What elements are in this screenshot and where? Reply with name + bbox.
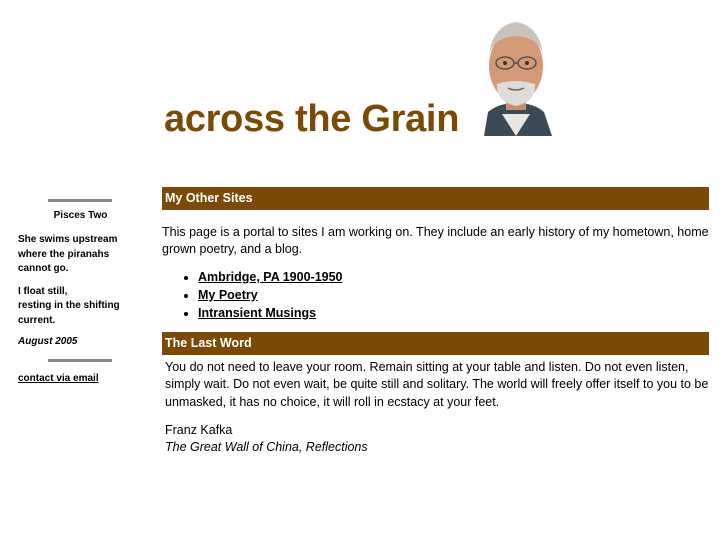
poem-date: August 2005 xyxy=(18,336,78,347)
poem-stanza xyxy=(18,233,143,277)
sidebar-divider-bottom xyxy=(48,359,112,362)
list-item xyxy=(198,268,709,286)
author-portrait xyxy=(470,8,562,136)
contact-email-link[interactable]: contact via email xyxy=(18,373,99,384)
sidebar xyxy=(18,199,143,384)
site-title: across the Grain xyxy=(164,98,460,140)
poem-line: current. xyxy=(18,314,56,326)
main-content xyxy=(162,187,709,457)
link-intransient-musings[interactable]: Intransient Musings xyxy=(198,306,317,320)
sidebar-divider-top xyxy=(48,199,112,202)
link-ambridge-history[interactable]: Ambridge, PA 1900-1950 xyxy=(198,270,343,284)
list-item xyxy=(198,304,709,322)
poem-line: She swims upstream xyxy=(18,234,118,245)
section-heading-last-word: The Last Word xyxy=(162,332,709,355)
kafka-quote: You do not need to leave your room. Remain sitting at your table and listen. Do not even listen, simply wait. Do not even wait, be quite still and solitary. The world will freely offer itself to you to be unmasked, it has no choice, it will roll in ecstacy at your feet. xyxy=(165,360,709,409)
poem-line: I float still, xyxy=(18,285,68,297)
link-my-poetry[interactable]: My Poetry xyxy=(198,288,258,302)
poem-title: Pisces Two xyxy=(53,210,108,221)
poem-line: resting in the shifting xyxy=(18,300,120,311)
list-item xyxy=(198,286,709,304)
poem-stanza xyxy=(18,285,143,329)
poem-line: where the piranahs xyxy=(18,248,110,260)
poem-line: cannot go. xyxy=(18,263,69,274)
section-heading-other-sites: My Other Sites xyxy=(162,187,709,210)
other-sites-intro: This page is a portal to sites I am working on. They include an early history of my hometown, home grown poetry, and a blog. xyxy=(162,225,709,256)
quote-source: The Great Wall of China, Reflections xyxy=(165,440,368,455)
quote-author: Franz Kafka xyxy=(165,422,233,437)
site-links-list xyxy=(162,268,709,322)
